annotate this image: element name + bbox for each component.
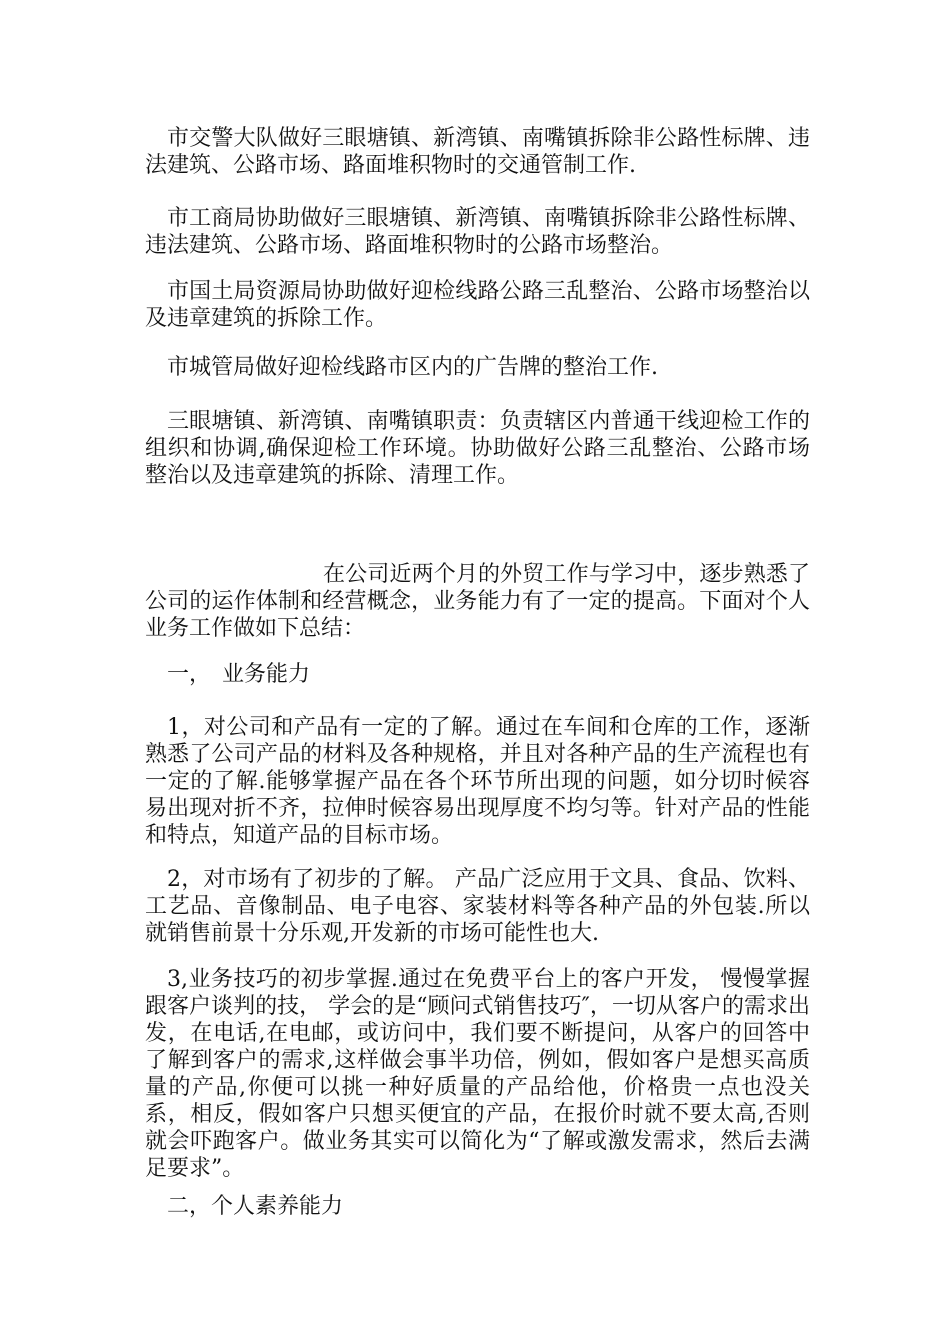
paragraph-town-duties: 三眼塘镇、新湾镇、南嘴镇职责：负责辖区内普通干线迎检工作的组织和协调,确保迎检工作环境。协助做好公路三乱整治、公路市场整治以及违章建筑的拆除、清理工作。: [145, 409, 810, 488]
paragraph-commerce-bureau: 市工商局协助做好三眼塘镇、新湾镇、南嘴镇拆除非公路性标牌、违法建筑、公路市场、路面堆积物时的公路市场整治。: [145, 206, 810, 258]
section-heading-personal-qualities: 二，个人素养能力: [167, 1194, 344, 1219]
paragraph-market-knowledge: 2，对市场有了初步的了解。 产品广泛应用于文具、食品、饮料、工艺品、音像制品、电子电容、家装材料等各种产品的外包装.所以就销售前景十分乐观,开发新的市场可能性也大.: [145, 867, 810, 946]
paragraph-product-knowledge: 1，对公司和产品有一定的了解。通过在车间和仓库的工作，逐渐熟悉了公司产品的材料及各种规格，并且对各种产品的生产流程也有一定的了解.能够掌握产品在各个环节所出现的问题，如分切时候容易出现对折不齐，拉伸时候容易出现厚度不均匀等。针对产品的性能和特点，知道产品的目标市场。: [145, 715, 810, 848]
paragraph-summary-intro: 在公司近两个月的外贸工作与学习中，逐步熟悉了公司的运作体制和经营概念，业务能力有了一定的提高。下面对个人业务工作做如下总结：: [145, 562, 810, 641]
section-heading-business-ability: 一， 业务能力: [167, 662, 311, 687]
paragraph-sales-skills: 3,业务技巧的初步掌握.通过在免费平台上的客户开发， 慢慢掌握跟客户谈判的技， 学会的是“顾问式销售技巧″，一切从客户的需求出发，在电话,在电邮，或访问中，我们要不断提问，从客户的回答中了解到客户的需求,这样做会事半功倍，例如，假如客户是想买高质量的产品,你便可以挑一种好质量的产品给他，价格贵一点也没关系，相反，假如客户只想买便宜的产品，在报价时就不要太高,否则就会吓跑客户。做业务其实可以简化为“了解或激发需求，然后去满足要求”。: [145, 967, 810, 1181]
paragraph-traffic-police: 市交警大队做好三眼塘镇、新湾镇、南嘴镇拆除非公路性标牌、违法建筑、公路市场、路面堆积物时的交通管制工作.: [145, 126, 810, 178]
paragraph-city-management: 市城管局做好迎检线路市区内的广告牌的整治工作.: [167, 355, 658, 380]
paragraph-land-resources-bureau: 市国土局资源局协助做好迎检线路公路三乱整治、公路市场整治以及违章建筑的拆除工作。: [145, 279, 810, 331]
